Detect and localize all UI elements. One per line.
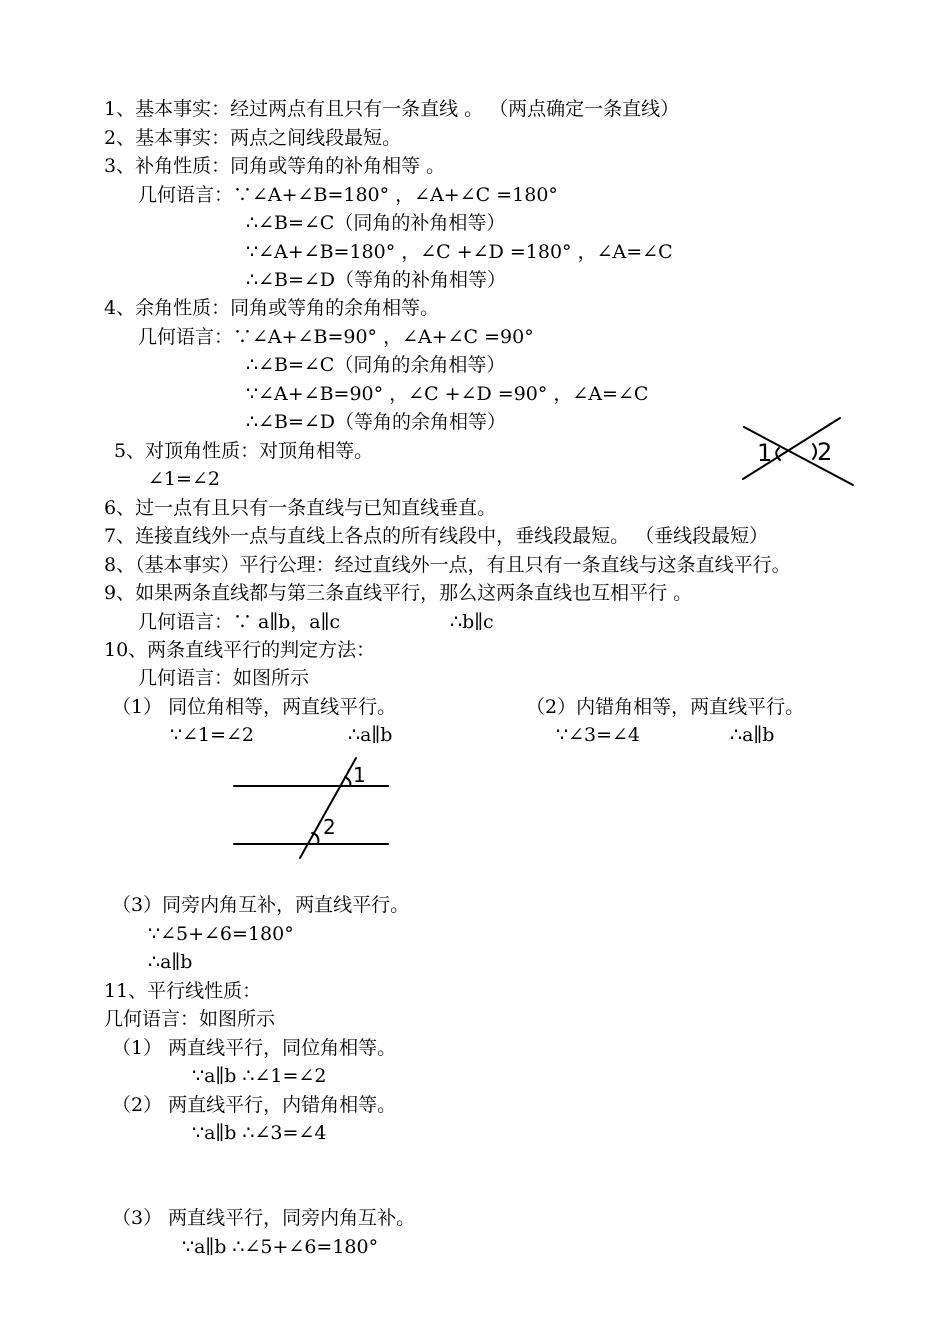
text-line: ∴∠B=∠C（同角的余角相等）: [246, 354, 506, 376]
parallel-lines-figure: [228, 755, 398, 865]
text-line: ∵∠1=∠2: [170, 724, 255, 746]
text-line: ∴∠B=∠D（等角的余角相等）: [246, 411, 507, 433]
angle-label-1: 1: [353, 763, 366, 787]
text-line: 5、对顶角性质：对顶角相等。: [114, 440, 374, 462]
text-line: 1、基本事实：经过两点有且只有一条直线 。 （两点确定一条直线）: [104, 98, 680, 120]
text-line: 10、两条直线平行的判定方法：: [104, 639, 376, 661]
text-line: 几何语言：∵∠A+∠B=90° ，∠A+∠C =90°: [138, 326, 534, 348]
angle-label-2: 2: [817, 438, 833, 466]
text-line: （3）同旁内角互补，两直线平行。: [112, 894, 410, 916]
text-line: 几何语言：∵ a∥b，a∥c: [138, 611, 341, 633]
text-line: ∵a∥b ∴∠1=∠2: [192, 1065, 327, 1087]
text-line: 几何语言：如图所示: [104, 1008, 276, 1030]
text-line: ∠1=∠2: [148, 468, 220, 490]
text-line: ∵∠5+∠6=180°: [148, 923, 294, 945]
angle-label-2: 2: [323, 815, 336, 839]
text-line: ∵∠3=∠4: [556, 724, 641, 746]
text-line: 8、（基本事实）平行公理：经过直线外一点，有且只有一条直线与这条直线平行。: [104, 554, 791, 576]
text-line: 9、如果两条直线都与第三条直线平行，那么这两条直线也互相平行 。: [104, 582, 693, 604]
angle-arc-2: [813, 444, 816, 459]
text-line: ∵∠A+∠B=180° ，∠C +∠D =180° ，∠A=∠C: [246, 241, 673, 263]
text-line: （2） 两直线平行，内错角相等。: [112, 1094, 397, 1116]
text-line: （1） 两直线平行，同位角相等。: [112, 1037, 397, 1059]
text-line: ∵∠A+∠B=90° ，∠C +∠D =90° ，∠A=∠C: [246, 383, 649, 405]
text-line: （1） 同位角相等，两直线平行。: [112, 696, 397, 718]
text-line: 2、基本事实：两点之间线段最短。: [104, 127, 402, 149]
text-line: 几何语言：如图所示: [138, 667, 310, 689]
text-line: 3、补角性质：同角或等角的补角相等 。: [104, 155, 446, 177]
text-line: 7、连接直线外一点与直线上各点的所有线段中，垂线段最短。 （垂线段最短）: [104, 525, 769, 547]
text-line: ∴a∥b: [148, 951, 193, 973]
text-line: ∴∠B=∠C（同角的补角相等）: [246, 212, 506, 234]
text-line: ∴b∥c: [450, 611, 494, 633]
text-line: （2）内错角相等，两直线平行。: [526, 696, 805, 718]
text-line: 6、过一点有且只有一条直线与已知直线垂直。: [104, 497, 497, 519]
text-line: 11、平行线性质：: [104, 980, 262, 1002]
text-line: （3） 两直线平行，同旁内角互补。: [112, 1207, 416, 1229]
text-line: ∵a∥b ∴∠3=∠4: [192, 1122, 327, 1144]
text-line: 4、余角性质：同角或等角的余角相等。: [104, 297, 440, 319]
text-line: 几何语言：∵∠A+∠B=180° ，∠A+∠C =180°: [138, 184, 558, 206]
text-line: ∵a∥b ∴∠5+∠6=180°: [182, 1236, 379, 1258]
text-line: ∴a∥b: [348, 724, 393, 746]
angle-arc-1: [345, 777, 350, 786]
angle-label-1: 1: [757, 439, 773, 467]
text-line: ∴∠B=∠D（等角的补角相等）: [246, 269, 507, 291]
text-line: ∴a∥b: [730, 724, 775, 746]
vertical-angles-figure: [735, 412, 865, 492]
